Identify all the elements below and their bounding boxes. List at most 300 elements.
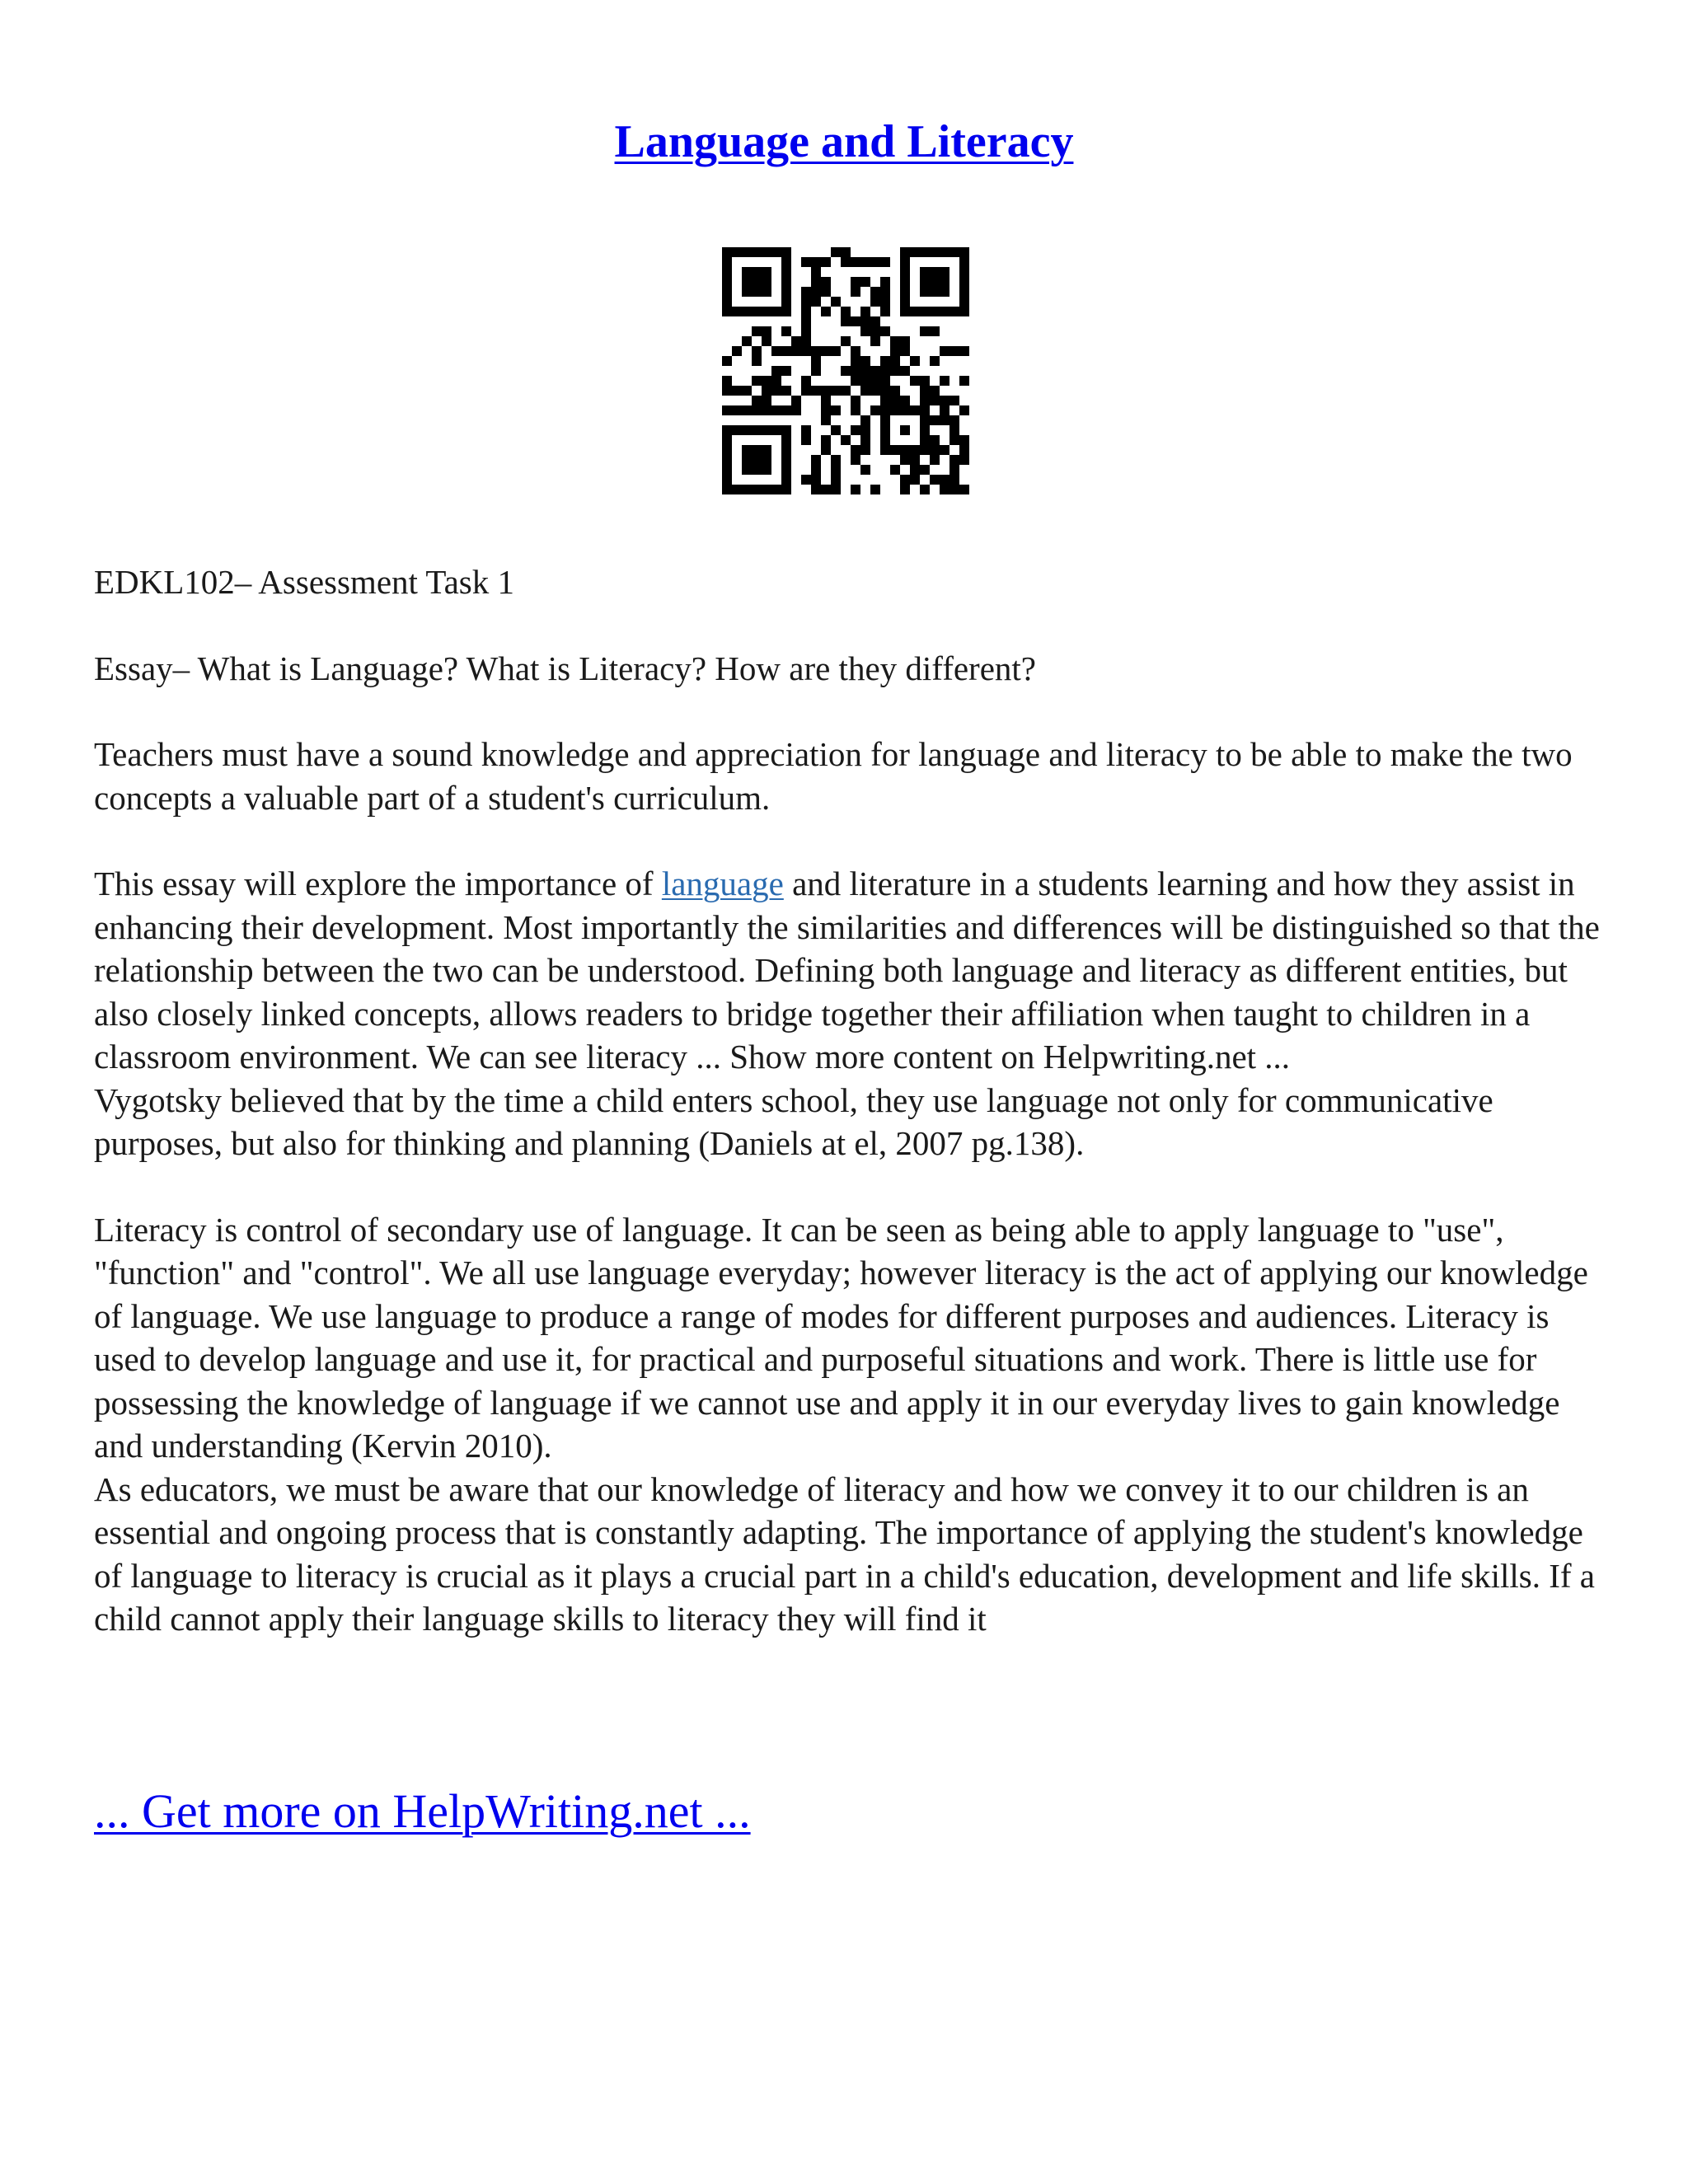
qr-module [762,277,771,287]
qr-module [821,287,831,297]
qr-module [959,485,969,494]
qr-module [762,445,771,455]
qr-module [831,247,841,257]
qr-module [890,396,900,405]
qr-module [860,326,870,336]
qr-module [900,277,910,287]
qr-module [781,267,791,277]
qr-module [732,247,742,257]
qr-module [880,425,890,435]
qr-module [870,386,880,396]
qr-module [752,287,762,297]
qr-module [900,247,910,257]
qr-module [791,346,801,356]
qr-module [930,277,940,287]
qr-code-icon [722,247,969,494]
qr-code-graphic [722,247,969,494]
qr-module [752,485,762,494]
qr-module [722,376,732,386]
qr-module [722,445,732,455]
qr-module [831,425,841,435]
qr-module [762,405,771,415]
qr-module [722,435,732,445]
qr-module [781,405,791,415]
qr-module [880,257,890,267]
qr-module [771,485,781,494]
qr-module [910,247,920,257]
qr-module [801,425,811,435]
qr-module [959,346,969,356]
qr-module [959,307,969,316]
qr-module [742,386,752,396]
qr-module [742,336,752,346]
qr-module [890,346,900,356]
course-line: EDKL102– Assessment Task 1 [94,563,514,601]
qr-module [831,405,841,415]
qr-module [841,316,851,326]
qr-module [811,475,821,485]
qr-module [771,425,781,435]
qr-module [870,326,880,336]
qr-module [771,405,781,415]
qr-module [841,435,851,445]
qr-module [722,277,732,287]
qr-module [752,356,762,366]
qr-module [880,396,890,405]
qr-module [722,356,732,366]
qr-module [870,485,880,494]
qr-module [860,257,870,267]
qr-module [752,445,762,455]
qr-module [880,376,890,386]
qr-module [742,307,752,316]
qr-module [742,465,752,475]
qr-module [860,376,870,386]
qr-module [920,485,930,494]
qr-module [801,346,811,356]
qr-module [851,356,860,366]
qr-module [920,415,930,425]
qr-module [841,247,851,257]
qr-module [801,307,811,316]
qr-module [762,396,771,405]
qr-module [722,475,732,485]
qr-module [851,396,860,405]
qr-module [811,287,821,297]
qr-module [910,475,920,485]
qr-module [860,465,870,475]
qr-module [752,247,762,257]
qr-module [752,346,762,356]
qr-module [959,445,969,455]
qr-module [910,455,920,465]
qr-module [870,257,880,267]
qr-module [920,396,930,405]
qr-module [831,475,841,485]
qr-module [821,257,831,267]
qr-module [880,415,890,425]
qr-module [900,396,910,405]
qr-module [880,445,890,455]
qr-module [880,405,890,415]
qr-module [860,356,870,366]
qr-module [781,435,791,445]
qr-module [742,405,752,415]
qr-module [762,485,771,494]
qr-module [762,267,771,277]
qr-module [781,257,791,267]
qr-module [762,336,771,346]
qr-module [930,475,940,485]
qr-module [959,257,969,267]
qr-module [722,257,732,267]
qr-module [959,247,969,257]
qr-module [920,277,930,287]
qr-module [870,287,880,297]
qr-module [771,307,781,316]
qr-module [781,366,791,376]
qr-module [771,376,781,386]
qr-module [811,297,821,307]
qr-module [920,425,930,435]
qr-module [900,455,910,465]
essay-body [94,560,1602,1641]
paragraph-overview-rest: and literature in a students learning and how they assist in enhancing their development. Most importantly the similarities and differences will be distinguished so that the relationship between the two can be understood. Defining both language and literacy as different entities, but also closely linked concepts, allows readers to bridge together their affiliation when taught to children in a classroom environment. We can see literacy ... Show more content on Helpwriting.net ... [94,865,1600,1076]
qr-module [851,277,860,287]
qr-module [831,346,841,356]
qr-module [781,465,791,475]
qr-module [821,415,831,425]
qr-module [940,485,950,494]
qr-module [742,445,752,455]
language-link[interactable]: language [661,865,784,902]
qr-module [801,435,811,445]
qr-module [860,435,870,445]
qr-module [831,485,841,494]
qr-module [900,307,910,316]
qr-module [811,386,821,396]
qr-module [801,336,811,346]
qr-module [742,267,752,277]
paragraph-intro: Teachers must have a sound knowledge and appreciation for language and literacy to be able to make the two concepts a valuable part of a student's curriculum. [94,735,1573,817]
title-link[interactable]: Language and Literacy [614,116,1074,167]
qr-module [860,386,870,396]
qr-module [791,336,801,346]
qr-module [940,396,950,405]
qr-module [940,247,950,257]
qr-module [781,445,791,455]
qr-module [752,425,762,435]
essay-question: Essay– What is Language? What is Literacy? How are they different? [94,649,1036,687]
qr-module [900,445,910,455]
qr-module [910,376,920,386]
qr-module [801,316,811,326]
qr-module [722,425,732,435]
qr-module [920,435,930,445]
qr-module [920,405,930,415]
qr-module [791,396,801,405]
qr-module [801,257,811,267]
qr-module [940,307,950,316]
qr-module [851,455,860,465]
qr-module [950,455,959,465]
qr-module [959,455,969,465]
qr-module [732,346,742,356]
qr-module [762,307,771,316]
qr-module [762,376,771,386]
qr-module [781,297,791,307]
qr-module [722,307,732,316]
qr-module [910,445,920,455]
qr-module [880,356,890,366]
qr-module [930,287,940,297]
qr-module [950,396,959,405]
qr-module [920,386,930,396]
qr-module [940,287,950,297]
qr-module [831,297,841,307]
qr-module [781,247,791,257]
qr-module [880,287,890,297]
qr-module [771,386,781,396]
qr-module [752,376,762,386]
qr-module [870,376,880,386]
qr-module [851,425,860,435]
qr-module [841,386,851,396]
qr-module [940,277,950,287]
qr-module [860,425,870,435]
qr-module [831,465,841,475]
qr-module [900,485,910,494]
qr-module [781,277,791,287]
qr-module [851,287,860,297]
qr-module [930,435,940,445]
qr-module [959,405,969,415]
qr-module [920,267,930,277]
qr-module [930,445,940,455]
paragraph-overview [94,862,1602,1079]
qr-module [722,386,732,396]
qr-module [722,455,732,465]
qr-module [890,336,900,346]
qr-module [722,267,732,277]
qr-module [950,475,959,485]
qr-module [959,267,969,277]
paragraph-overview-start: This essay will explore the importance of [94,865,662,902]
qr-module [910,356,920,366]
qr-module [870,316,880,326]
qr-module [722,297,732,307]
qr-module [851,405,860,415]
qr-module [860,316,870,326]
qr-module [831,386,841,396]
qr-module [821,346,831,356]
qr-module [811,455,821,465]
qr-module [752,405,762,415]
qr-module [950,415,959,425]
qr-module [950,247,959,257]
qr-module [841,307,851,316]
qr-module [821,307,831,316]
qr-module [811,356,821,366]
qr-module [930,307,940,316]
qr-module [742,455,752,465]
get-more-link[interactable]: ... Get more on HelpWriting.net ... [94,1784,751,1838]
qr-module [811,267,821,277]
qr-module [781,287,791,297]
qr-module [890,465,900,475]
qr-module [900,267,910,277]
qr-module [781,307,791,316]
qr-module [900,366,910,376]
qr-module [722,287,732,297]
qr-module [860,415,870,425]
qr-module [959,287,969,297]
qr-module [771,366,781,376]
qr-module [880,307,890,316]
more-link-container [94,1783,751,1839]
qr-module [880,366,890,376]
qr-module [880,386,890,396]
qr-module [860,445,870,455]
qr-module [851,485,860,494]
qr-module [781,485,791,494]
qr-module [890,405,900,415]
qr-module [930,396,940,405]
qr-module [722,485,732,494]
qr-module [752,465,762,475]
qr-module [900,287,910,297]
qr-module [940,376,950,386]
qr-module [732,485,742,494]
qr-module [950,307,959,316]
qr-module [940,267,950,277]
qr-module [900,257,910,267]
qr-module [940,415,950,425]
qr-module [940,445,950,455]
qr-module [959,376,969,386]
qr-module [821,277,831,287]
qr-module [959,297,969,307]
qr-module [920,287,930,297]
qr-module [742,485,752,494]
qr-module [821,435,831,445]
qr-module [940,475,950,485]
qr-module [752,455,762,465]
qr-module [851,376,860,386]
qr-module [870,366,880,376]
qr-module [841,257,851,267]
qr-module [762,425,771,435]
qr-module [870,336,880,346]
qr-module [811,485,821,494]
qr-module [762,455,771,465]
qr-module [910,405,920,415]
qr-module [722,405,732,415]
qr-module [762,287,771,297]
qr-module [880,297,890,307]
qr-module [950,346,959,356]
paragraph-educators: As educators, we must be aware that our knowledge of literacy and how we convey it to our children is an essential and ongoing process that is constantly adapting. The importance of applying the student's knowledge of language to literacy is crucial as it plays a crucial part in a child's education, development and life skills. If a child cannot apply their language skills to literacy they will find it [94,1469,1595,1638]
qr-module [860,366,870,376]
qr-module [870,297,880,307]
qr-module [742,287,752,297]
qr-module [722,465,732,475]
qr-module [900,346,910,356]
qr-module [781,455,791,465]
qr-module [801,376,811,386]
qr-module [791,405,801,415]
qr-module [811,366,821,376]
qr-module [781,386,791,396]
qr-module [742,425,752,435]
qr-module [851,445,860,455]
qr-module [831,455,841,465]
qr-module [900,297,910,307]
qr-module [841,366,851,376]
qr-module [732,425,742,435]
qr-module [920,465,930,475]
qr-module [821,386,831,396]
qr-module [900,336,910,346]
qr-module [801,326,811,336]
qr-module [781,425,791,435]
qr-module [890,366,900,376]
qr-module [851,257,860,267]
qr-module [821,445,831,455]
qr-module [880,277,890,287]
qr-module [940,346,950,356]
qr-module [870,405,880,415]
qr-module [752,277,762,287]
qr-module [762,386,771,396]
qr-module [900,425,910,435]
qr-module [890,445,900,455]
qr-module [890,356,900,366]
qr-module [781,346,791,356]
qr-module [811,257,821,267]
qr-module [781,326,791,336]
qr-module [801,297,811,307]
qr-module [821,405,831,415]
qr-module [732,386,742,396]
qr-module [821,485,831,494]
qr-module [930,267,940,277]
qr-module [930,356,940,366]
qr-module [950,465,959,475]
qr-module [920,247,930,257]
qr-module [860,277,870,287]
qr-module [752,307,762,316]
qr-module [950,435,959,445]
qr-module [880,435,890,445]
qr-module [742,247,752,257]
paragraph-vygotsky: Vygotsky believed that by the time a child enters school, they use language not only for communicative purposes, but also for thinking and planning (Daniels at el, 2007 pg.138). [94,1080,1493,1162]
qr-module [930,247,940,257]
qr-module [762,465,771,475]
qr-module [732,405,742,415]
qr-module [860,307,870,316]
qr-module [920,326,930,336]
qr-module [930,386,940,396]
qr-module [801,475,811,485]
qr-module [920,445,930,455]
qr-module [940,405,950,415]
qr-module [880,326,890,336]
qr-module [959,435,969,445]
qr-module [752,396,762,405]
qr-module [752,326,762,336]
qr-module [910,465,920,475]
